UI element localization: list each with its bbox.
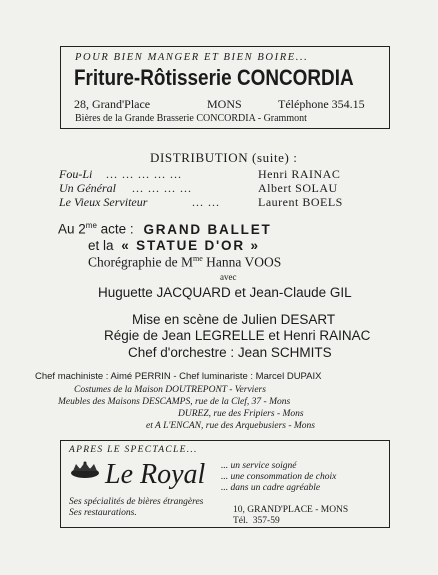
royal-name: Le Royal <box>105 459 206 490</box>
role-name: Le Vieux Serviteur <box>59 195 148 209</box>
grand-ballet-label: GRAND BALLET <box>143 221 272 237</box>
service-line: ... dans un cadre agréable <box>221 483 321 493</box>
ad-slogan: POUR BIEN MANGER ET BIEN BOIRE... <box>75 52 309 63</box>
royal-ad <box>60 440 390 528</box>
costume-line: Costumes de la Maison DOUTREPONT - Verviers <box>74 385 266 395</box>
ad-title: Friture-Rôtisserie CONCORDIA <box>74 65 354 90</box>
credit-line: Chef d'orchestre : Jean SCHMITS <box>128 345 332 360</box>
royal-phone: Tél. 357-59 <box>233 516 280 526</box>
leader-dots: ... ... <box>192 195 220 209</box>
leader-dots: ... ... ... ... <box>132 181 192 195</box>
crown-icon <box>69 461 101 479</box>
choreography-line: Chorégraphie de $M^{me}$ Hanna VOOS <box>88 254 282 270</box>
role-name: Fou-Li <box>59 167 93 181</box>
specialties-line: Ses spécialités de bières étrangères <box>69 497 204 507</box>
actor-name: Albert SOLAU <box>258 181 338 195</box>
role-name: Un Général <box>59 181 116 195</box>
costume-line: Meubles des Maisons DESCAMPS, rue de la Clef, 37 - Mons <box>58 397 291 407</box>
ad-phone: Téléphone 354.15 <box>278 97 365 111</box>
actor-name: Laurent BOELS <box>258 195 343 209</box>
avec-label: avec <box>220 272 237 282</box>
concordia-ad <box>60 46 390 129</box>
royal-heading: APRES LE SPECTACLE... <box>69 445 198 455</box>
statue-line: et la « STATUE D'OR » <box>88 238 260 253</box>
ad-address: 28, Grand'Place <box>74 97 151 111</box>
specialties-line: Ses restaurations. <box>69 508 137 518</box>
actor-name: Henri RAINAC <box>258 167 341 181</box>
ad-city: MONS <box>207 97 242 111</box>
royal-address: 10, GRAND'PLACE - MONS <box>233 505 349 515</box>
ad-beer-line: Bières de la Grande Brasserie CONCORDIA - Grammont <box>75 113 307 124</box>
service-line: ... une consommation de choix <box>221 472 337 482</box>
leader-dots: ... ... ... ... ... <box>106 167 182 181</box>
technical-crew-line: Chef machiniste : Aimé PERRIN - Chef luminariste : Marcel DUPAIX <box>35 371 322 382</box>
costume-line: et A L'ENCAN, rue des Arquebusiers - Mons <box>146 421 315 431</box>
credit-line: Mise en scène de Julien DESART <box>132 312 336 327</box>
dancers-line: Huguette JACQUARD et Jean-Claude GIL <box>98 285 352 300</box>
distribution-title: DISTRIBUTION (suite) : <box>150 150 298 165</box>
costume-line: DUREZ, rue des Fripiers - Mons <box>178 409 304 419</box>
credit-line: Régie de Jean LEGRELLE et Henri RAINAC <box>104 328 371 343</box>
service-line: ... un service soigné <box>221 461 297 471</box>
act-line: Au $2^{me}$ acte : GRAND BALLET <box>58 221 272 237</box>
